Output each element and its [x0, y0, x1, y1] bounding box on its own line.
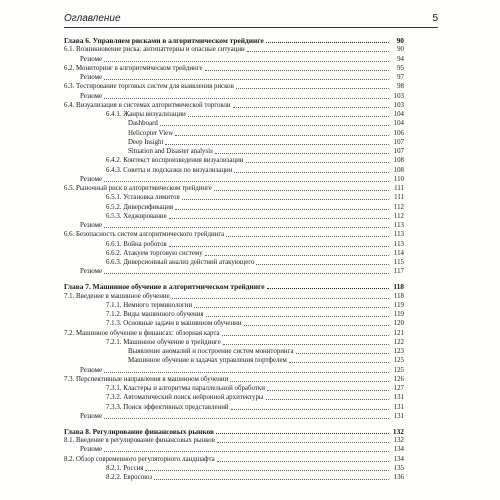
toc-entry-title: Situation and Disaster analysis	[128, 148, 213, 155]
toc-entry-page: 112	[393, 203, 404, 211]
toc-entry[interactable]	[64, 445, 404, 454]
dot-leader	[104, 418, 389, 419]
toc-entry[interactable]	[64, 239, 404, 248]
toc-entry[interactable]	[64, 301, 404, 310]
toc-entry-page: 131	[393, 412, 404, 420]
toc-entry[interactable]	[64, 147, 404, 156]
dot-leader	[188, 116, 389, 117]
toc-entry[interactable]	[64, 73, 404, 82]
toc-entry-page: 125	[393, 357, 404, 365]
toc-entry-title: Глава 6. Управляем рисками в алгоритмическом трейдинге	[64, 36, 264, 45]
toc-entry[interactable]	[64, 45, 404, 54]
dot-leader	[244, 325, 389, 326]
toc-entry-page: 132	[392, 426, 404, 436]
toc-entry-title: 6.2. Мониторинг в алгоритмическом трейдинге	[64, 64, 203, 72]
toc-entry[interactable]	[64, 101, 404, 110]
toc-entry-page: 97	[397, 74, 404, 81]
header-title: Оглавление	[64, 13, 121, 24]
toc-entry-page: 117	[393, 268, 404, 276]
dot-leader	[104, 227, 389, 228]
toc-entry-title: 6.4.1. Жанры визуализации	[106, 111, 186, 118]
toc-entry-page: 108	[393, 166, 404, 174]
toc-entry-title: 7.3. Перспективные направления в машинном обучении	[64, 375, 229, 383]
toc-entry-page: 107	[393, 148, 404, 155]
toc-entry-page: 103	[393, 101, 404, 109]
toc-entry-title: Резюме	[80, 175, 103, 183]
toc-entry-title: 6.6.3. Диверсионный анализ действий атакующего	[106, 259, 255, 266]
toc-entry-page: 123	[393, 348, 404, 355]
toc-entry[interactable]	[64, 473, 404, 482]
toc-entry-page: 113	[393, 222, 404, 229]
toc-entry-title: 7.2.1. Машинное обучение в трейдинге	[106, 338, 221, 346]
toc-entry-title: Выявление аномалий и построение систем мониторинга	[128, 348, 294, 355]
dot-leader	[233, 107, 389, 108]
toc-entry-page: 125	[393, 366, 404, 374]
dot-leader	[165, 144, 389, 145]
toc-entry-title: 6.5.2. Диверсификация	[106, 203, 174, 211]
toc-entry-title: Резюме	[80, 55, 103, 63]
toc-entry-title: 6.6. Безопасность систем алгоритмического трейдинга	[64, 231, 225, 239]
toc-entry[interactable]	[64, 175, 404, 184]
dot-leader	[104, 181, 389, 182]
toc-entry-title: Глава 7. Машинное обучение в алгоритмическом трейдинге	[64, 282, 265, 292]
dot-leader	[104, 98, 389, 99]
toc-entry-page: 106	[393, 129, 404, 137]
toc-entry-title: Резюме	[80, 366, 103, 374]
toc-entry-title: Резюме	[80, 92, 103, 100]
toc-entry[interactable]	[64, 393, 404, 402]
toc-entry-title: 8.2.1. Россия	[106, 464, 144, 472]
toc-entry-page: 112	[393, 212, 404, 220]
toc-entry[interactable]	[64, 454, 404, 463]
dot-leader	[169, 246, 389, 247]
dot-leader	[266, 42, 389, 43]
toc-entry[interactable]	[64, 221, 404, 230]
toc-entry[interactable]	[64, 54, 404, 63]
toc-entry-page: 131	[393, 403, 404, 411]
toc-entry-page: 108	[393, 157, 404, 165]
toc-entry-title: 6.5.1. Установка лимитов	[106, 194, 180, 202]
toc-entry[interactable]	[64, 356, 404, 365]
toc-entry-page: 127	[393, 385, 404, 392]
dot-leader	[231, 409, 389, 410]
dot-leader	[267, 288, 389, 289]
toc-entry-title: 7.3.1. Кластеры и алгоритмы параллельной обработки	[106, 385, 265, 392]
toc-chapter-entry[interactable]	[64, 34, 404, 45]
toc-entry[interactable]	[64, 436, 404, 445]
toc-chapter-entry[interactable]	[64, 425, 404, 436]
toc-entry-page: 111	[394, 194, 404, 202]
toc-entry-title: 6.4.2. Контекст воспроизведения визуализации	[106, 157, 244, 165]
toc-entry-title: Helicopter View	[128, 129, 174, 137]
toc-entry[interactable]	[64, 365, 404, 374]
dot-leader	[104, 372, 389, 373]
dot-leader	[230, 381, 389, 382]
dot-leader	[104, 451, 389, 452]
toc-entry[interactable]	[64, 156, 404, 165]
toc-entry-title: 6.4.3. Советы и подсказки по визуализации	[106, 166, 233, 174]
toc-entry-page: 95	[397, 64, 404, 72]
toc-entry-page: 94	[397, 55, 404, 63]
toc-entry-title: 6.5.3. Хеджирование	[106, 212, 167, 220]
toc-entry-page: 113	[393, 240, 404, 248]
dot-leader	[246, 162, 390, 163]
dot-leader	[222, 335, 389, 336]
toc-entry-page: 134	[393, 446, 404, 454]
toc-entry-page: 120	[393, 320, 404, 328]
dot-leader	[182, 199, 389, 200]
toc-entry-title: 7.1.1. Немного терминологии	[106, 301, 193, 309]
toc-entry-title: Резюме	[80, 412, 103, 420]
toc-entry[interactable]	[64, 384, 404, 393]
dot-leader	[194, 307, 389, 308]
toc-entry[interactable]	[64, 310, 404, 319]
toc-entry-page: 134	[393, 455, 404, 463]
toc-entry[interactable]	[64, 110, 404, 119]
toc-entry[interactable]	[64, 193, 404, 202]
toc-entry-title: Резюме	[80, 446, 103, 454]
toc-entry[interactable]	[64, 464, 404, 473]
dot-leader	[256, 264, 389, 265]
toc-entry-title: 7.3.2. Автоматический поиск нейронной архитектуры	[106, 394, 264, 402]
dot-leader	[217, 442, 389, 443]
toc-entry[interactable]	[64, 184, 404, 193]
toc-entry-page: 121	[393, 329, 404, 337]
toc-entry-title: 7.1.3. Основные задачи в машинном обучении	[106, 320, 242, 328]
toc-entry[interactable]	[64, 338, 404, 347]
dot-leader	[104, 61, 389, 62]
toc-entry-title: 6.3. Тестирование торговых систем для выявления рисков	[64, 83, 234, 91]
toc-entry[interactable]	[64, 202, 404, 211]
toc-entry[interactable]	[64, 128, 404, 137]
dot-leader	[175, 209, 389, 210]
toc-entry[interactable]	[64, 91, 404, 100]
dot-leader	[267, 390, 389, 391]
dot-leader	[172, 298, 389, 299]
toc-entry-title: 7.2. Машинное обучение в финансах: обзорная карта	[64, 329, 220, 337]
dot-leader	[226, 236, 389, 237]
dot-leader	[154, 479, 389, 480]
dot-leader	[169, 218, 389, 219]
toc-entry-page: 131	[393, 394, 404, 402]
toc-entry-title: 6.1. Возникновение риска: антипаттерны и опасные ситуации	[64, 46, 245, 54]
dot-leader	[236, 88, 389, 89]
dot-leader	[175, 135, 389, 136]
toc-entry[interactable]	[64, 412, 404, 421]
dot-leader	[223, 344, 389, 345]
page-number: 5	[432, 13, 438, 24]
toc-entry[interactable]	[64, 328, 404, 337]
toc-entry-page: 104	[393, 120, 404, 128]
toc-entry[interactable]	[64, 212, 404, 221]
toc-entry-page: 132	[393, 437, 404, 444]
toc-entry-page: 98	[397, 83, 404, 91]
running-header	[64, 13, 438, 28]
toc-entry[interactable]	[64, 267, 404, 276]
toc-entry-title: 6.6.1. Война роботов	[106, 240, 167, 248]
toc-entry[interactable]	[64, 119, 404, 128]
toc-entry-page: 90	[396, 36, 404, 45]
toc-entry[interactable]	[64, 165, 404, 174]
toc-entry-title: Deep Insight	[128, 138, 164, 146]
toc-entry[interactable]	[64, 291, 404, 300]
toc-entry-page: 114	[393, 249, 404, 257]
toc-entry[interactable]	[64, 375, 404, 384]
dot-leader	[205, 255, 389, 256]
toc-entry[interactable]	[64, 249, 404, 258]
toc-entry-title: 7.3.3. Поиск эффективных представлений	[106, 403, 229, 411]
dot-leader	[104, 273, 389, 274]
toc-entry-title: 6.5. Рыночный риск в алгоритмическом трейдинге	[64, 185, 212, 192]
dot-leader	[205, 70, 389, 71]
toc-entry[interactable]	[64, 82, 404, 91]
toc-entry-page: 113	[393, 231, 404, 239]
dot-leader	[214, 190, 389, 191]
toc-entry-title: 8.2. Обзор современного регуляторного ландшафта	[64, 455, 215, 463]
toc-entry-page: 119	[393, 311, 404, 318]
toc-entry-page: 107	[393, 138, 404, 146]
toc-entry-title: 7.1.2. Виды машинного обучения	[106, 311, 204, 318]
toc-entry-title: Dashboard	[128, 120, 158, 128]
toc-entry-title: 8.1. Введение в регулирование финансовых рынков	[64, 437, 215, 444]
toc-entry-title: 6.6.2. Атакуем торговую систему	[106, 249, 203, 257]
dot-leader	[296, 353, 389, 354]
toc-entry[interactable]	[64, 319, 404, 328]
toc-entry-page: 111	[394, 185, 404, 192]
toc-entry[interactable]	[64, 138, 404, 147]
toc-entry-page: 115	[393, 259, 404, 266]
toc-entry-page: 135	[393, 464, 404, 472]
toc-entry-title: Глава 8. Регулирование финансовых рынков	[64, 426, 215, 436]
dot-leader	[289, 362, 389, 363]
toc-entry[interactable]	[64, 258, 404, 267]
toc-entry-page: 104	[393, 111, 404, 118]
toc-entry[interactable]	[64, 402, 404, 411]
table-of-contents	[64, 34, 404, 482]
dot-leader	[104, 79, 389, 80]
toc-entry-title: 7.1. Введение в машинное обучение	[64, 292, 170, 300]
dot-leader	[160, 125, 389, 126]
toc-entry-page: 118	[393, 282, 404, 292]
toc-entry-title: Резюме	[80, 268, 103, 276]
toc-entry-page: 136	[393, 474, 404, 481]
dot-leader	[217, 461, 389, 462]
toc-entry-page: 119	[393, 301, 404, 309]
toc-entry-title: Машинное обучение в задачах управления портфелем	[128, 357, 287, 365]
toc-entry-title: 8.2.2. Евросоюз	[106, 474, 153, 481]
toc-entry[interactable]	[64, 64, 404, 73]
toc-entry-page: 90	[397, 46, 404, 54]
toc-entry-page: 110	[393, 175, 404, 183]
dot-leader	[266, 399, 389, 400]
dot-leader	[215, 153, 389, 154]
dot-leader	[247, 51, 389, 52]
toc-entry[interactable]	[64, 347, 404, 356]
dot-leader	[216, 433, 389, 434]
toc-entry-title: 6.4. Визуализация в системах алгоритмической торговли	[64, 101, 231, 109]
dot-leader	[206, 316, 389, 317]
toc-entry-page: 122	[393, 338, 404, 346]
toc-chapter-entry[interactable]	[64, 280, 404, 291]
toc-entry-title: Резюме	[80, 74, 103, 81]
toc-entry-page: 126	[393, 375, 404, 383]
toc-entry-page: 103	[393, 92, 404, 100]
dot-leader	[234, 172, 389, 173]
toc-entry-title: Резюме	[80, 222, 103, 229]
toc-entry-page: 118	[393, 292, 404, 300]
dot-leader	[145, 470, 389, 471]
toc-entry[interactable]	[64, 230, 404, 239]
